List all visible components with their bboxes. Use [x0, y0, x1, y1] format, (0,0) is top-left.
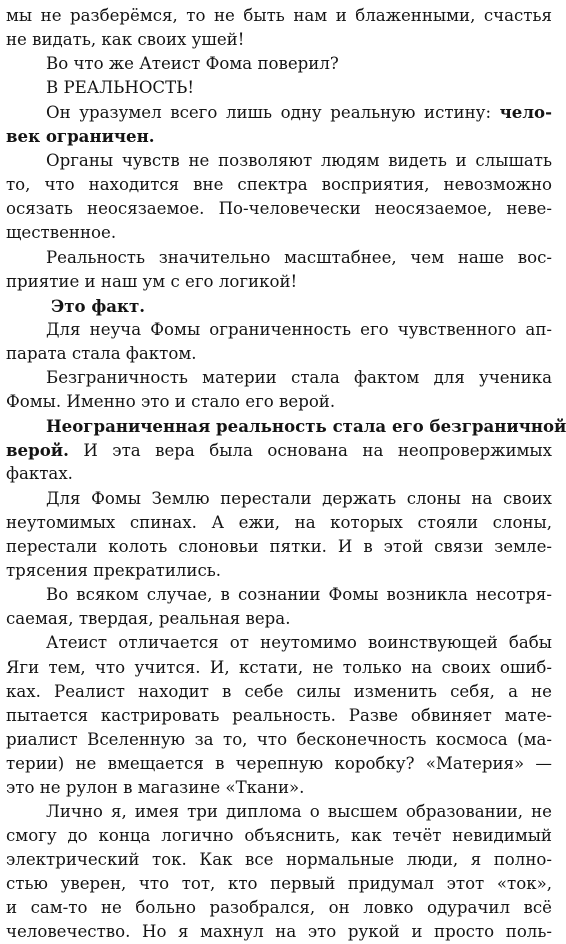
text-line: приятие и наш ум с его логикой! [6, 272, 298, 291]
text-line: то, что находится вне спектра восприятия, невозможно [6, 175, 552, 194]
text-line: не видать, как своих ушей! [6, 30, 245, 49]
bold-text: верой. [6, 440, 69, 460]
text-line: стью уверен, что тот, кто первый придумал этот «ток», [6, 874, 552, 893]
text-line: Реальность значительно масштабнее, чем наше вос- [46, 248, 552, 267]
text-line-mixed [46, 100, 552, 124]
text-line: Для Фомы Землю перестали держать слоны на своих [46, 489, 552, 508]
text-line: терии) не вмещается в черепную коробку? «Материя» — [6, 754, 552, 773]
regular-text: И эта вера была основана на неопровержимых [68, 441, 552, 460]
text-line: перестали колоть слоновьи пятки. И в этой связи земле- [6, 537, 552, 556]
text-line: Атеист отличается от неутомимо воинствующей бабы [46, 633, 552, 652]
text-line-bold [46, 414, 566, 438]
text-line: мы не разберёмся, то не быть нам и блаженными, счастья [6, 6, 552, 25]
text-line: риалист Вселенную за то, что бесконечность космоса (ма- [6, 730, 552, 749]
bold-text: век ограничен. [6, 126, 155, 146]
text-line: осязать неосязаемое. По-человечески неосязаемое, неве- [6, 199, 552, 218]
text-line-bold [51, 294, 557, 318]
text-line: Во что же Атеист Фома поверил? [46, 54, 339, 73]
text-line: ках. Реалист находит в себе силы изменить себя, а не [6, 682, 552, 701]
text-line-mixed [6, 438, 552, 462]
text-line: щественное. [6, 223, 117, 242]
text-line: Безграничность материи стала фактом для ученика [46, 368, 552, 387]
bold-text: Неограниченная реальность стала его безграничной [46, 416, 566, 436]
text-line: и сам-то не больно разобрался, он ловко одурачил всё [6, 898, 552, 917]
text-line: саемая, твердая, реальная вера. [6, 609, 291, 628]
regular-text: Он уразумел всего лишь одну реальную истину: [46, 103, 500, 122]
text-line: Лично я, имея три диплома о высшем образовании, не [46, 802, 552, 821]
text-line: трясения прекратились. [6, 561, 222, 580]
text-line: Для неуча Фомы ограниченность его чувственного ап- [46, 320, 552, 339]
text-line: Фомы. Именно это и стало его верой. [6, 392, 336, 411]
text-line-bold [6, 124, 552, 148]
text-line: В РЕАЛЬНОСТЬ! [46, 78, 195, 97]
text-line: смогу до конца логично объяснить, как течёт невидимый [6, 826, 552, 845]
bold-text: Это факт. [51, 296, 146, 316]
text-line: фактах. [6, 464, 73, 483]
text-line: электрический ток. Как все нормальные люди, я полно- [6, 850, 552, 869]
bold-text: чело- [499, 102, 552, 122]
text-line: человечество. Но я махнул на это рукой и просто поль- [6, 922, 552, 941]
text-line: парата стала фактом. [6, 344, 197, 363]
text-line: Органы чувств не позволяют людям видеть и слышать [46, 151, 552, 170]
text-line: это не рулон в магазине «Ткани». [6, 778, 305, 797]
text-line: Яги тем, что учится. И, кстати, не только на своих ошиб- [6, 658, 552, 677]
text-line: неутомимых спинах. А ежи, на которых стояли слоны, [6, 513, 552, 532]
text-line: пытается кастрировать реальность. Разве обвиняет мате- [6, 706, 552, 725]
text-line: Во всяком случае, в сознании Фомы возникла несотря- [46, 585, 552, 604]
